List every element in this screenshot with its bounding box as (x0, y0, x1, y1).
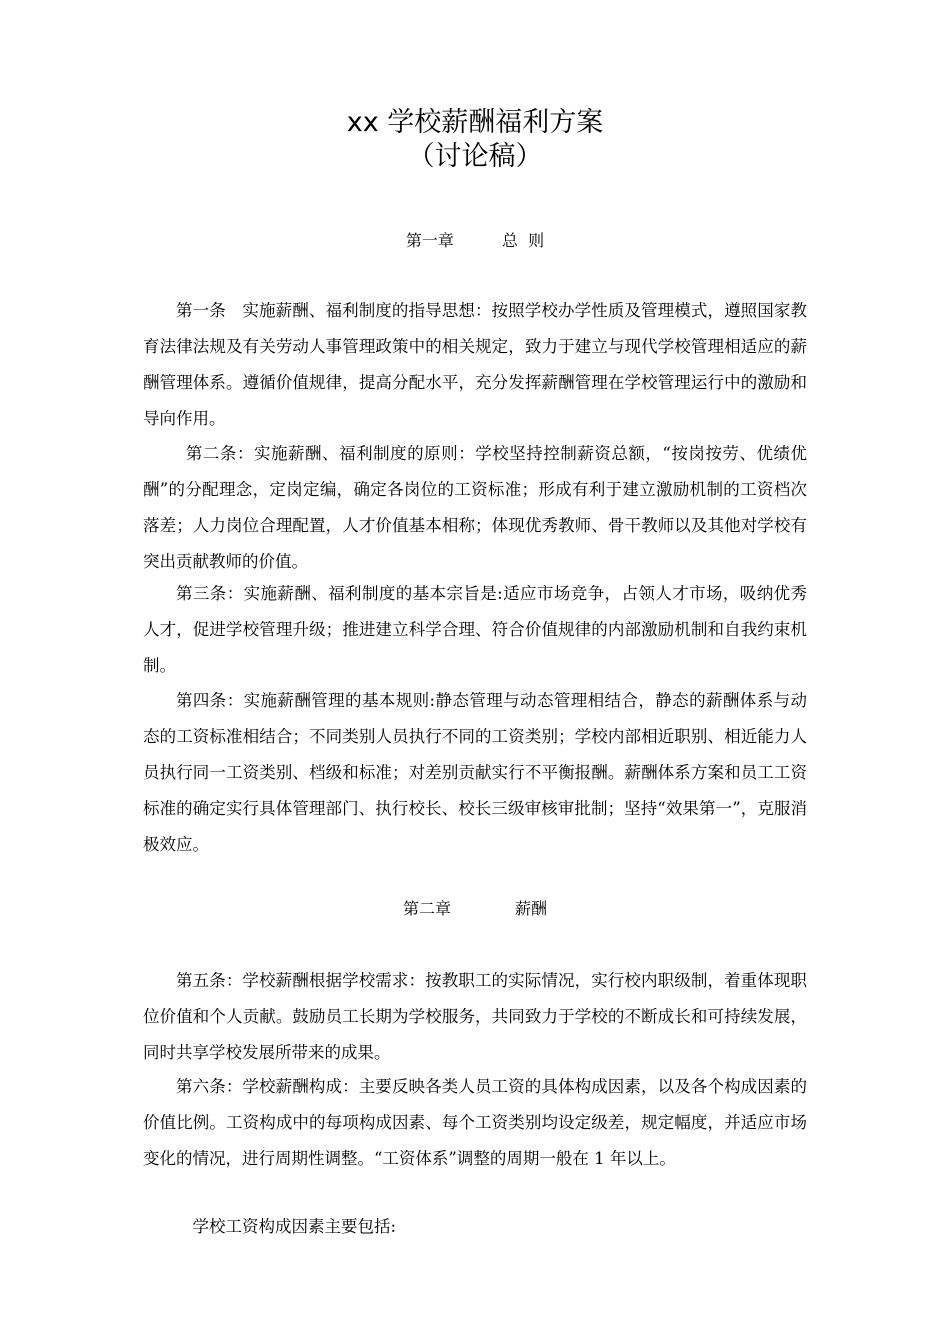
article-5-paragraph: 第五条：学校薪酬根据学校需求：按教职工的实际情况，实行校内职级制，着重体现职位价值和个人贡献。鼓励员工长期为学校服务，共同致力于学校的不断成长和可持续发展，同时共享学校发展所带来的成果。 (143, 971, 807, 1062)
document-subtitle: （讨论稿） (407, 141, 543, 172)
article-3-paragraph: 第三条：实施薪酬、福利制度的基本宗旨是:适应市场竞争，占领人才市场，吸纳优秀人才，促进学校管理升级；推进建立科学合理、符合价值规律的内部激励机制和自我约束机制。 (143, 584, 807, 675)
article-1-paragraph: 第一条 实施薪酬、福利制度的指导思想：按照学校办学性质及管理模式，遵照国家教育法律法规及有关劳动人事管理政策中的相关规定，致力于建立与现代学校管理相适应的薪酬管理体系。遵循价值规律，提高分配水平，充分发挥薪酬管理在学校管理运行中的激励和导向作用。 (143, 301, 807, 428)
chapter-2-heading: 第二章 薪酬 (402, 899, 547, 918)
article-4-paragraph: 第四条：实施薪酬管理的基本规则:静态管理与动态管理相结合，静态的薪酬体系与动态的工资标准相结合；不同类别人员执行不同的工资类别；学校内部相近职别、相近能力人员执行同一工资类别、档级和标准；对差别贡献实行不平衡报酬。薪酬体系方案和员工工资标准的确定实行具体管理部门、执行校长、校长三级审核审批制；坚持“效果第一”，克服消极效应。 (143, 691, 807, 854)
article-6-paragraph: 第六条：学校薪酬构成：主要反映各类人员工资的具体构成因素，以及各个构成因素的价值比例。工资构成中的每项构成因素、每个工资类别均设定级差，规定幅度，并适应市场变化的情况，进行周期性调整。“工资体系”调整的周期一般在 1 年以上。 (143, 1077, 807, 1168)
chapter-1-heading: 第一章 总 则 (405, 231, 545, 250)
salary-components-intro: 学校工资构成因素主要包括: (192, 1217, 397, 1236)
article-2-paragraph: 第二条：实施薪酬、福利制度的原则：学校坚持控制薪资总额，“按岗按劳、优绩优酬”的分配理念，定岗定编，确定各岗位的工资标准；形成有利于建立激励机制的工资档次落差；人力岗位合理配置，人才价值基本相称；体现优秀教师、骨干教师以及其他对学校有突出贡献教师的价值。 (143, 444, 807, 571)
document-title: xx 学校薪酬福利方案 (346, 107, 604, 138)
